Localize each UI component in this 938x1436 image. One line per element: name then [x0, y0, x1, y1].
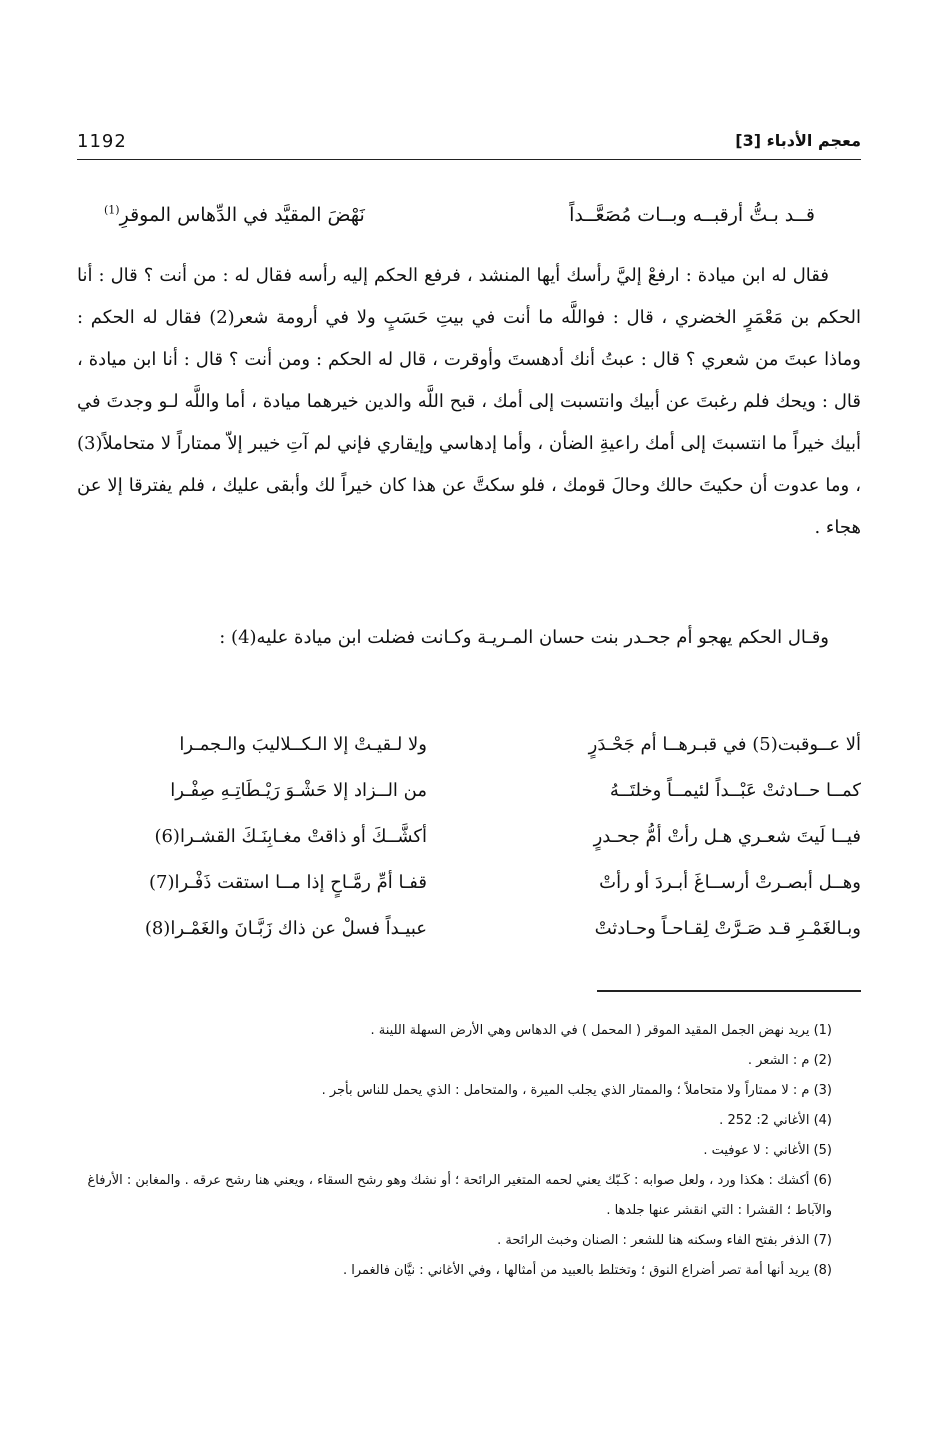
- footnotes: [80, 1016, 832, 1286]
- poem-line: [77, 768, 861, 814]
- poem-introduction: [77, 617, 861, 659]
- footnote-4: (4) الأغاني 2: 252 .: [719, 1113, 832, 1128]
- poem-line: [77, 814, 861, 860]
- poem-first-hemistich: فيــا لَيتَ شعـري هـل رأتْ أمُّ جحـدرٍ: [593, 826, 861, 847]
- page-header: [77, 131, 861, 155]
- poem-second-hemistich: قفـا أمِّ رمَّـاحٍ إذا مــا استقت ذَفْـرا(7): [149, 872, 427, 893]
- header-rule: [77, 159, 861, 160]
- poem-first-hemistich: كمــا حــادثتْ عَبْــداً لئيمــاً وخلتَــهُ: [609, 780, 861, 801]
- poem-first-hemistich: وهــل أبصـرتْ أرســاغَ أبـردَ أو رأتْ: [599, 872, 861, 893]
- poem-second-hemistich: أكشَّــكَ أو ذاقتْ مغـابِنَـكَ القشـرا(6): [154, 826, 427, 847]
- poem-line: [77, 722, 861, 768]
- running-title: معجم الأدباء [3]: [735, 131, 861, 150]
- footnote-6: (6) أكشك : هكذا ورد ، ولعل صوابه : كَـبّك يعني لحمه المتغير الرائحة ؛ أو نشك وهو رشح السقاء ، ويعني هنا رشح عرقه . والمغابن : الأرفاغ والآباط ؛ القشرا : التي انقشر عنها جلدها .: [87, 1173, 832, 1218]
- page-number: 1192: [77, 131, 127, 152]
- footnote-separator: [597, 990, 861, 992]
- opening-verse-second-text: نَهْضَ المقيَّد في الدِّهاس الموقرِ: [119, 204, 365, 226]
- poem-first-hemistich: وبـالغَمْـرِ قـد صَـرَّتْ لِقـاحـاً وحـادثتْ: [594, 918, 861, 939]
- main-paragraph: [77, 255, 861, 549]
- poem-second-hemistich: ولا لـقيـتْ إلا الـكــلاليبَ والـجمـرا: [179, 734, 427, 755]
- opening-verse-second-hemistich: [104, 197, 365, 233]
- poem-second-hemistich: عبيـداً فسلْ عن ذاك زَبَّـانَ والغَمْـرا(8): [144, 918, 427, 939]
- opening-verse-first-hemistich: قــد بـتُّ أرقبــه وبــات مُصَعَّــداً: [569, 204, 815, 226]
- footnote-8: (8) يريد أنها أمة تصر أضراع النوق ؛ وتختلط بالعبيد من أمثالها ، وفي الأغاني : نيَّان فالغمرا .: [342, 1263, 832, 1278]
- footnote-5: (5) الأغاني : لا عوفيت .: [703, 1143, 832, 1158]
- poem-second-hemistich: من الــزاد إلا حَشْـوَ رَيْـطَاتِـهِ صِفْـرا: [170, 780, 427, 801]
- footnote-7: (7) الذفر بفتح الفاء وسكنه هنا للشعر : الصنان وخبث الرائحة .: [497, 1233, 832, 1248]
- poem-line: [77, 906, 861, 952]
- footnote-2: (2) م : الشعر .: [747, 1053, 832, 1068]
- paragraph-1: فقال له ابن ميادة : ارفعْ إليَّ رأسك أيها المنشد ، فرفع الحكم إليه رأسه فقال له : من أنت ؟ قال : أنا الحكم بن مَعْمَرٍ الخضري ، قال : فواللَّه ما أنت في بيتِ حَسَبٍ ولا في أرومة شعر(2) فقال له الحكم : وماذا عبتَ من شعري ؟ قال : عبتُ أنك أدهستَ وأوقرت ، قال له الحكم : ومن أنت ؟ قال : أنا ابن ميادة ، قال : ويحك فلم رغبتَ عن أبيك وانتسبت إلى أمك ، قبح اللَّه والدين خيرهما ميادة ، أما واللَّه لـو وجدتَ في أبيك خيراً ما انتسبتَ إلى أمك راعيةِ الضأن ، وأما إدهاسي وإيقاري فإني لم آتِ خيبر إلاّ ممتاراً لا متحاملاً(3) ، وما عدوت أن حكيتَ حالك وحالَ قومك ، فلو سكتَّ عن هذا كان خيراً لك وأبقى عليك ، فلم يفترقا إلا عن هجاء .: [77, 265, 861, 538]
- opening-verse: [104, 197, 815, 233]
- poem-first-hemistich: ألا عــوقبت(5) في قبـرهــا أم جَحْـدَرٍ: [588, 734, 861, 755]
- paragraph-2: وقـال الحكم يهجو أم جحـدر بنت حسان المـريـة وكـانت فضلت ابن ميادة عليه(4) :: [219, 627, 829, 648]
- footnote-1: (1) يريد نهض الجمل المقيد الموقر ( المحمل ) في الدهاس وهي الأرض السهلة اللينة .: [370, 1023, 832, 1038]
- footnote-3: (3) م : لا ممتاراً ولا متحاملاً ؛ والممتار الذي يجلب الميرة ، والمتحامل : الذي يحمل للناس بأجر .: [321, 1083, 832, 1098]
- poem: [77, 722, 861, 952]
- poem-line: [77, 860, 861, 906]
- footnote-marker-1: (1): [104, 203, 120, 217]
